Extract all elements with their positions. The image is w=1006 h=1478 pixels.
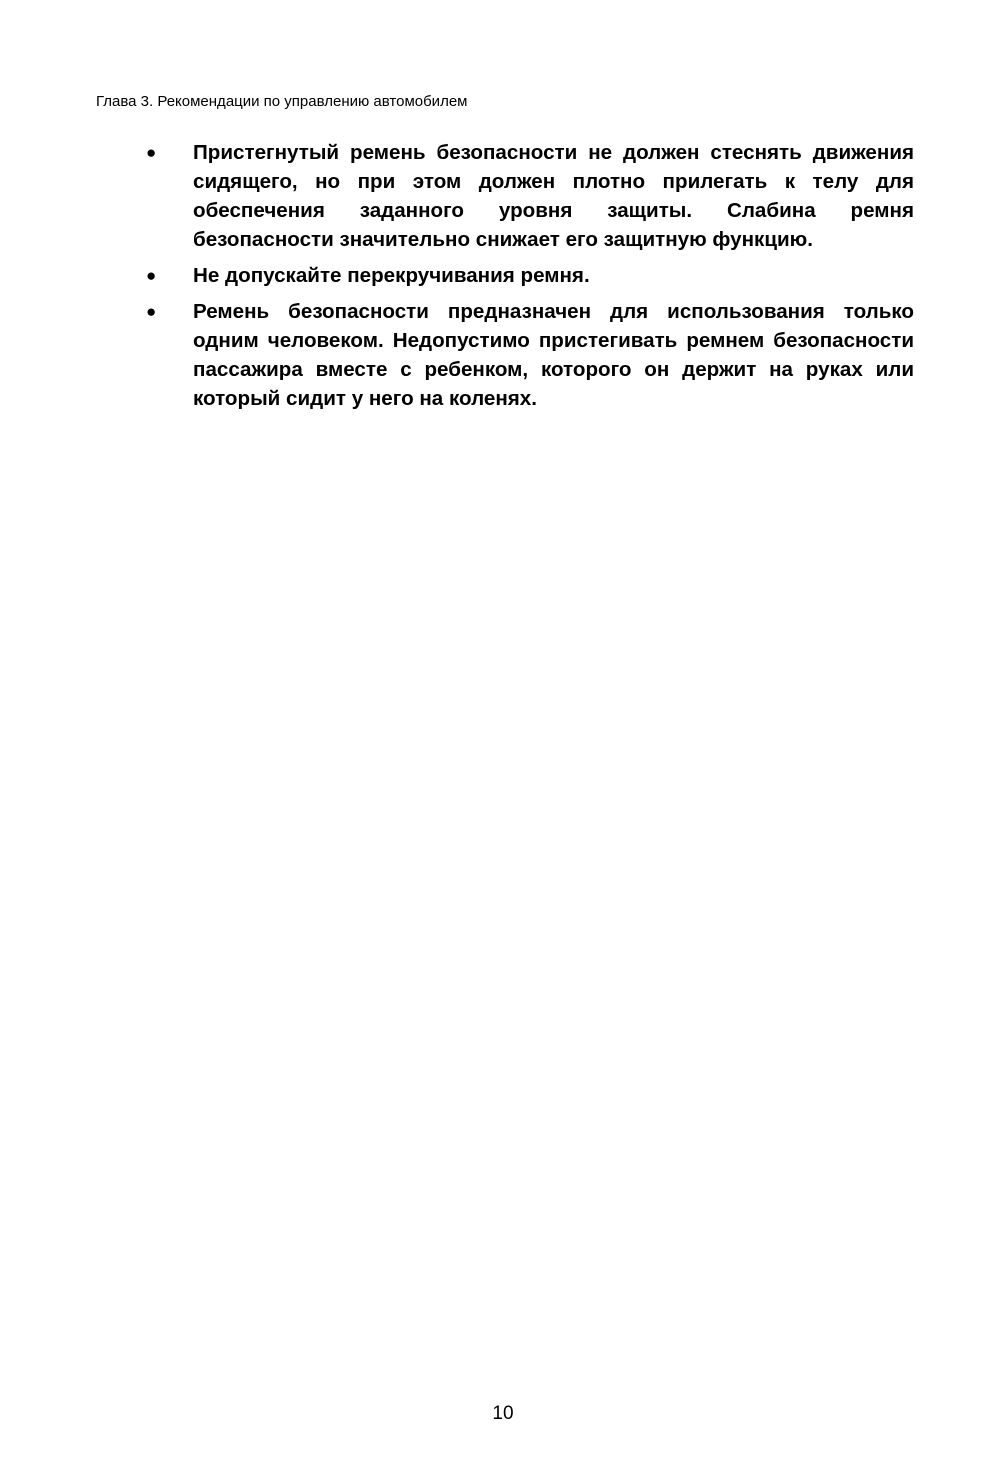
list-item-text: Не допускайте перекручивания ремня. [193,264,590,287]
list-item [140,138,914,254]
running-header: Глава 3. Рекомендации по управлению автомобилем [96,93,468,110]
bullet-list [140,138,914,420]
list-item [140,297,914,413]
list-item [140,261,914,290]
bullet-icon: ● [146,143,157,162]
bullet-icon: ● [146,266,157,285]
list-item-text: Ремень безопасности предназначен для использования только одним человеком. Недопустимо пристегивать ремнем безопасности пассажира вместе с ребенком, которого он держит на руках или который сидит у него на коленях. [193,300,914,410]
list-item-text: Пристегнутый ремень безопасности не должен стеснять движения сидящего, но при этом должен плотно прилегать к телу для обеспечения заданного уровня защиты. Слабина ремня безопасности значительно снижает его защитную функцию. [193,141,914,251]
page-number: 10 [492,1403,514,1424]
bullet-icon: ● [146,302,157,321]
